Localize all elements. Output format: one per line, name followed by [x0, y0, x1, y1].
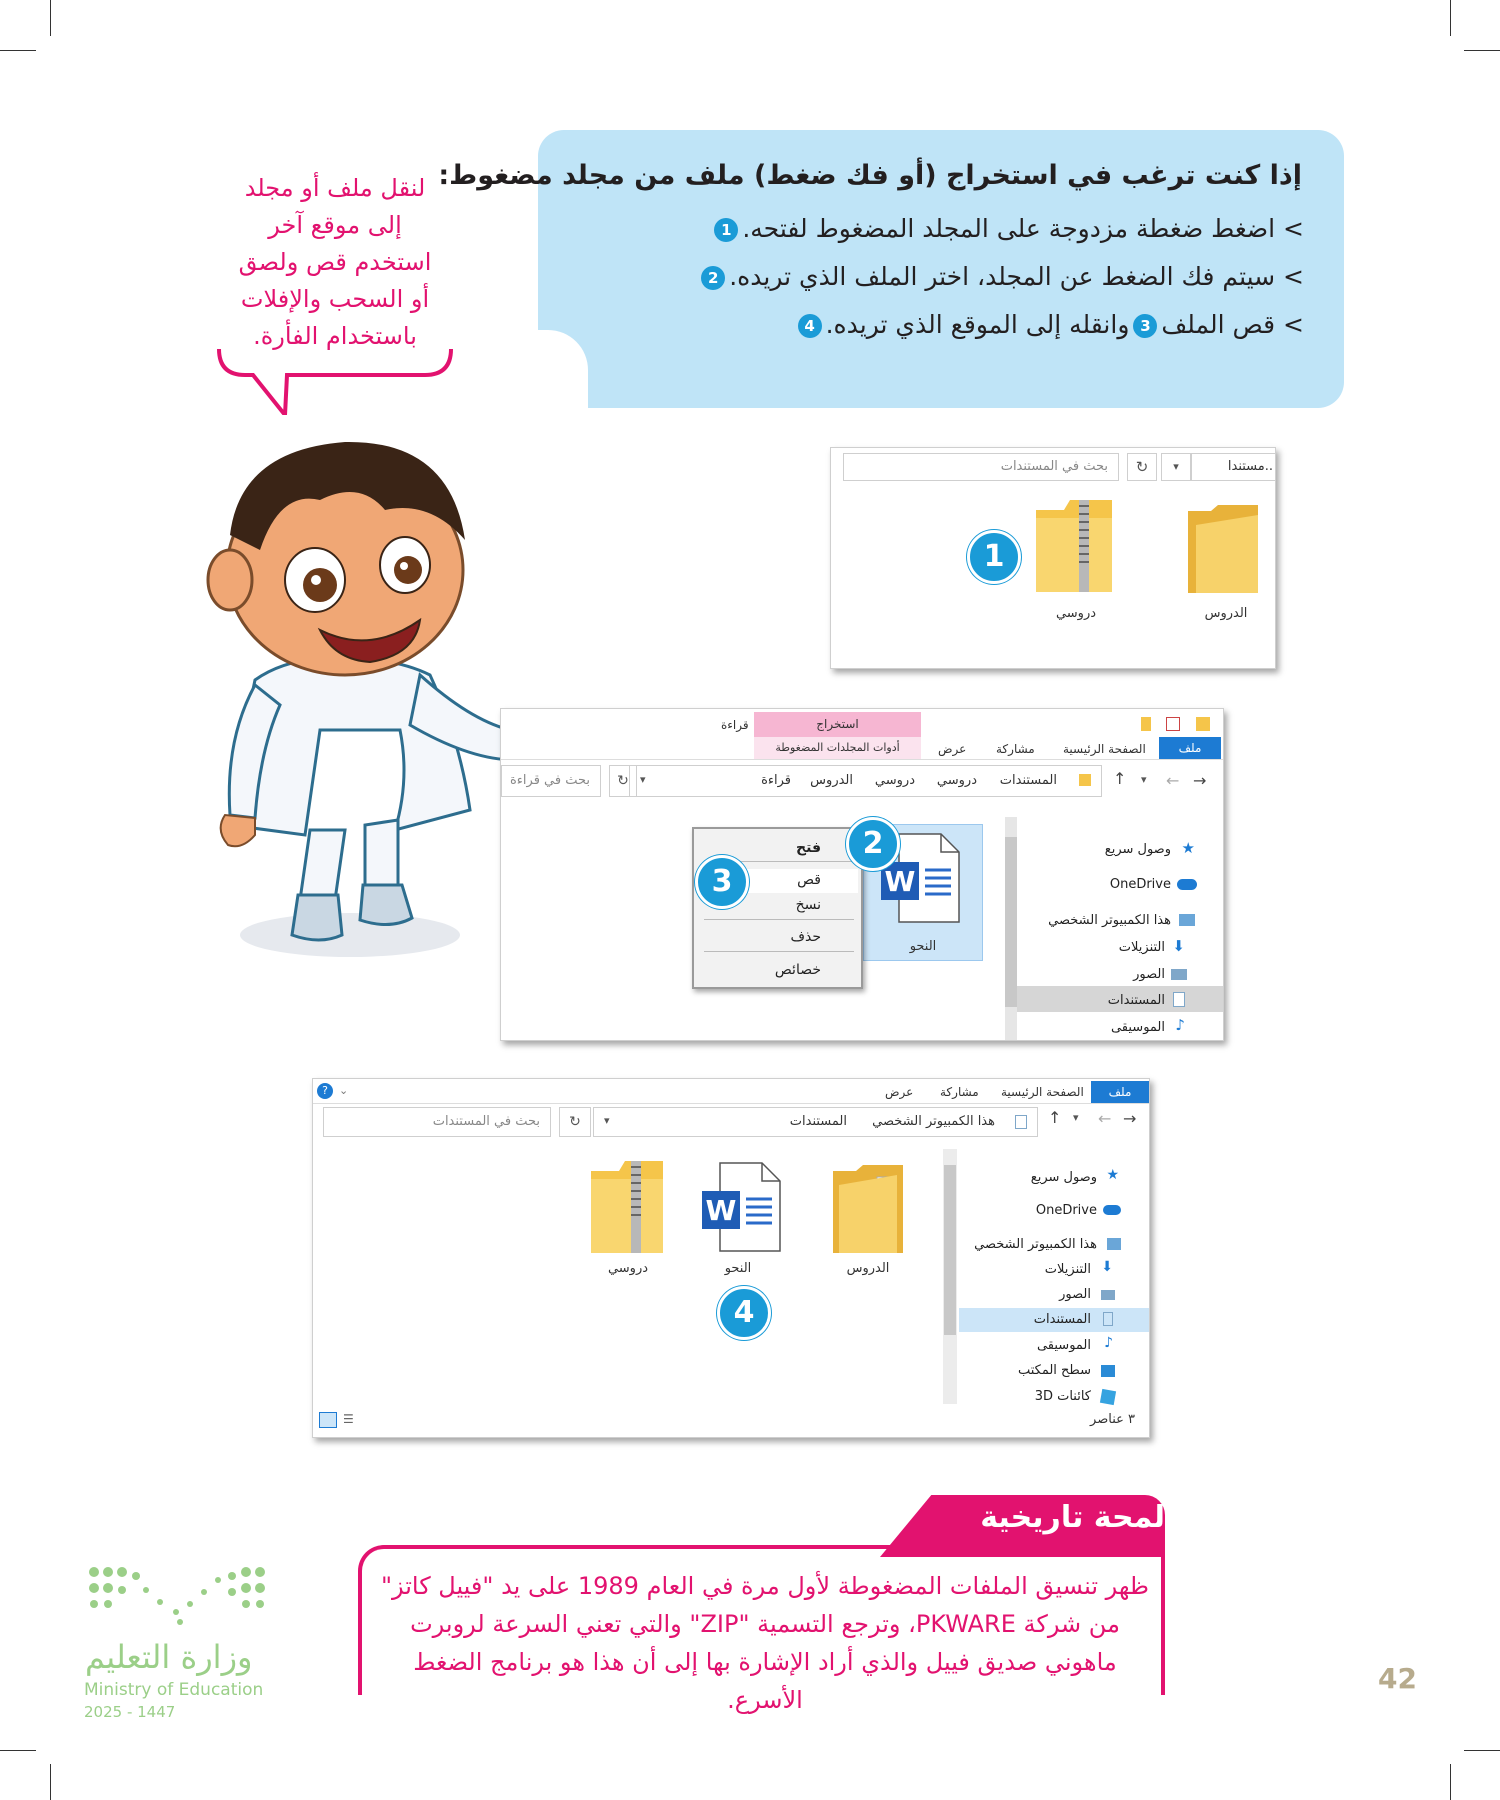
download-icon: ⬇ [1101, 1259, 1113, 1275]
step-marker-2: 2 [846, 817, 900, 871]
context-properties[interactable]: خصائص [774, 962, 821, 978]
context-open[interactable]: فتح [796, 840, 821, 856]
folder-icon [1079, 774, 1091, 786]
info-step-2-text: > سيتم فك الضغط عن المجلد، اختر الملف الذي تريده. [729, 262, 1304, 291]
address-bar[interactable] [629, 765, 1102, 797]
folder-icon [1196, 717, 1210, 731]
folder-small-icon [1141, 717, 1151, 731]
crop-mark [0, 50, 36, 51]
chevron-down-icon[interactable]: ▾ [640, 773, 646, 786]
crumb-mylessons-2[interactable]: دروسي [874, 773, 915, 788]
explorer-window-documents [830, 447, 1276, 669]
search-input[interactable]: بحث في المستندات [843, 453, 1119, 481]
tab-view[interactable]: عرض [885, 1085, 914, 1099]
desktop-icon [1101, 1365, 1115, 1377]
context-cut[interactable]: قص [797, 872, 821, 888]
refresh-icon[interactable]: ↻ [559, 1107, 591, 1137]
crumb-reading[interactable]: قراءة [761, 773, 791, 788]
speech-bubble-tail [215, 345, 455, 415]
nav-documents[interactable]: المستندات [1107, 993, 1165, 1008]
nav-pictures[interactable]: الصور [1059, 1287, 1091, 1302]
crop-mark [1450, 1764, 1451, 1800]
chevron-down-icon[interactable]: ⌄ [339, 1084, 349, 1097]
info-title: إذا كنت ترغب في استخراج (أو فك ضغط) ملف من مجلد مضغوط: [438, 160, 1302, 191]
bubble-line: أو السحب والإفلات [240, 285, 430, 313]
tab-read[interactable]: قراءة [721, 718, 749, 732]
documents-icon [1173, 992, 1185, 1007]
step-number-badge: 2 [701, 266, 725, 290]
nav-this-pc[interactable]: هذا الكمبيوتر الشخصي [1048, 913, 1171, 928]
nav-music[interactable]: الموسيقى [1036, 1338, 1091, 1353]
address-bar[interactable] [593, 1107, 1038, 1137]
step-number-badge: 1 [714, 218, 738, 242]
info-step-2 [697, 262, 1304, 291]
item-label-grammar: النحو [724, 1261, 752, 1276]
help-icon[interactable]: ? [317, 1083, 333, 1099]
computer-icon [1179, 914, 1195, 926]
bubble-line: باستخدام الفأرة. [253, 322, 417, 350]
up-arrow-icon[interactable]: ↑ [1048, 1108, 1062, 1127]
back-arrow-icon[interactable]: ← [1098, 1109, 1112, 1128]
status-item-count: ٣ عناصر [1090, 1412, 1135, 1427]
nav-downloads[interactable]: التنزيلات [1118, 940, 1165, 955]
crumb-this-pc[interactable]: هذا الكمبيوتر الشخصي [872, 1114, 995, 1129]
zip-folder-icon[interactable] [589, 1159, 665, 1255]
nav-documents[interactable]: المستندات [1033, 1312, 1091, 1327]
info-step-1-text: > اضغط ضغطة مزدوجة على المجلد المضغوط لفتحه. [742, 214, 1304, 243]
context-copy[interactable]: نسخ [795, 897, 821, 913]
pictures-icon [1171, 969, 1187, 980]
nav-music[interactable]: الموسيقى [1110, 1020, 1165, 1035]
documents-icon [1015, 1115, 1027, 1129]
tab-extract[interactable]: استخراج [754, 712, 921, 737]
scrollbar-thumb[interactable] [1005, 837, 1017, 1007]
nav-onedrive[interactable]: OneDrive [1109, 877, 1171, 892]
cube-icon [1100, 1389, 1116, 1405]
nav-quick-access[interactable]: وصول سريع [1104, 842, 1171, 857]
ministry-logo-dots [84, 1562, 274, 1632]
explorer-window-reading [500, 708, 1224, 1041]
step-number-badge: 4 [798, 314, 822, 338]
cloud-icon [1177, 879, 1197, 890]
step-marker-4: 4 [717, 1286, 771, 1340]
crop-mark [50, 1764, 51, 1800]
info-step-1 [710, 214, 1304, 243]
step-number-badge: 3 [1133, 314, 1157, 338]
crop-mark [50, 0, 51, 36]
nav-pictures[interactable]: الصور [1133, 967, 1165, 982]
refresh-icon[interactable]: ↻ [609, 765, 637, 797]
crumb-mylessons[interactable]: دروسي [936, 773, 977, 788]
chevron-down-icon[interactable]: ▾ [604, 1114, 610, 1127]
info-step-3-text-a: > قص الملف [1161, 310, 1304, 339]
step-marker-1: 1 [967, 530, 1021, 584]
file-label: النحو [909, 939, 937, 954]
crop-mark [1464, 50, 1500, 51]
up-arrow-icon[interactable]: ↑ [1113, 769, 1127, 788]
info-step-3-text-b: وانقله إلى الموقع الذي تريده. [825, 310, 1130, 339]
tab-home[interactable]: الصفحة الرئيسية [1063, 742, 1146, 756]
zip-folder-label: دروسي [1055, 606, 1097, 621]
tab-home[interactable]: الصفحة الرئيسية [1001, 1085, 1084, 1099]
download-icon: ⬇ [1172, 937, 1185, 955]
star-icon: ★ [1106, 1167, 1119, 1183]
svg-text:W: W [705, 1194, 737, 1227]
speech-bubble-text [210, 170, 460, 355]
back-arrow-icon[interactable]: ← [1166, 771, 1180, 790]
tab-share[interactable]: مشاركة [940, 1085, 979, 1099]
chevron-down-icon[interactable]: ▾ [1141, 773, 1147, 786]
folder-icon[interactable] [1186, 503, 1261, 595]
nav-desktop[interactable]: سطح المكتب [1017, 1363, 1091, 1378]
refresh-icon[interactable]: ↻ [1127, 453, 1157, 481]
chevron-down-icon[interactable]: ▾ [1073, 1111, 1079, 1124]
forward-arrow-icon[interactable]: → [1193, 771, 1207, 790]
menu-divider [704, 951, 854, 952]
tab-file[interactable]: ملف [1159, 737, 1221, 759]
search-input[interactable]: بحث في قراءة [501, 765, 601, 797]
music-note-icon: ♪ [1104, 1335, 1113, 1351]
forward-arrow-icon[interactable]: → [1123, 1109, 1137, 1128]
documents-icon [1103, 1312, 1113, 1326]
ministry-name-english: Ministry of Education [84, 1680, 264, 1700]
item-label-mylessons: دروسي [607, 1261, 649, 1276]
crumb-lessons[interactable]: الدروس [810, 773, 853, 788]
context-delete[interactable]: حذف [790, 929, 821, 945]
checkbox-icon [1166, 717, 1180, 731]
svg-text:W: W [884, 865, 916, 898]
tab-view[interactable]: عرض [938, 742, 967, 756]
scrollbar[interactable] [1005, 817, 1017, 1041]
crumb-documents[interactable]: المستندات [999, 773, 1057, 788]
list-view-icon[interactable]: ☰ [343, 1412, 354, 1426]
crop-mark [1450, 0, 1451, 36]
pictures-icon [1101, 1290, 1115, 1300]
tab-share[interactable]: مشاركة [996, 742, 1035, 756]
ribbon-divider [313, 1103, 1150, 1104]
computer-icon [1107, 1238, 1121, 1250]
bubble-line: لنقل ملف أو مجلد [244, 174, 426, 202]
nav-quick-access[interactable]: وصول سريع [1030, 1170, 1097, 1185]
ministry-name-arabic: وزارة التعليم [85, 1638, 253, 1676]
nav-downloads[interactable]: التنزيلات [1044, 1262, 1091, 1277]
music-note-icon: ♪ [1175, 1016, 1185, 1034]
nav-3d-objects[interactable]: كائنات 3D [1034, 1389, 1091, 1404]
cloud-icon [1103, 1205, 1121, 1215]
search-input[interactable]: بحث في المستندات [323, 1107, 551, 1137]
item-label-lessons: الدروس [846, 1261, 890, 1276]
tab-compressed-folder-tools[interactable]: أدوات المجلدات المضغوطة [754, 737, 921, 759]
scrollbar-thumb[interactable] [944, 1165, 956, 1335]
zip-folder-icon[interactable] [1034, 498, 1114, 594]
address-bar[interactable]: ..مستندا [1191, 453, 1276, 481]
folder-icon[interactable] [831, 1163, 907, 1255]
history-title: لمحة تاريخية [980, 1500, 1165, 1535]
ribbon-divider [501, 759, 1224, 760]
menu-divider [704, 919, 854, 920]
info-step-3 [794, 310, 1304, 339]
tab-file[interactable]: ملف [1091, 1081, 1149, 1103]
explorer-window-documents-2 [312, 1078, 1150, 1438]
page-number: 42 [1378, 1662, 1417, 1695]
info-box [438, 130, 1344, 408]
crop-mark [0, 1750, 36, 1751]
bubble-line: استخدم قص ولصق [238, 248, 432, 276]
crop-mark [1464, 1750, 1500, 1751]
details-view-icon[interactable] [319, 1412, 337, 1428]
history-text: ظهر تنسيق الملفات المضغوطة لأول مرة في العام 1989 على يد "فييل كاتز" من شركة PKWARE، وترجع التسمية "ZIP" والتي تعني السرعة لروبرت ماهوني صديق فييل والذي أراد الإشارة بها إلى أن هذا هو برنامج الضغط الأسرع. [380, 1572, 1150, 1714]
nav-onedrive[interactable]: OneDrive [1035, 1203, 1097, 1218]
scrollbar[interactable] [943, 1149, 957, 1404]
ministry-year: 2025 - 1447 [84, 1703, 176, 1721]
bubble-line: إلى موقع آخر [268, 211, 402, 239]
crumb-documents[interactable]: المستندات [789, 1114, 847, 1129]
step-marker-3: 3 [695, 855, 749, 909]
star-icon: ★ [1181, 839, 1195, 857]
nav-this-pc[interactable]: هذا الكمبيوتر الشخصي [974, 1237, 1097, 1252]
chevron-down-icon[interactable]: ▾ [1161, 453, 1191, 481]
folder-label: الدروس [1204, 606, 1248, 621]
word-document-icon[interactable] [700, 1161, 782, 1253]
